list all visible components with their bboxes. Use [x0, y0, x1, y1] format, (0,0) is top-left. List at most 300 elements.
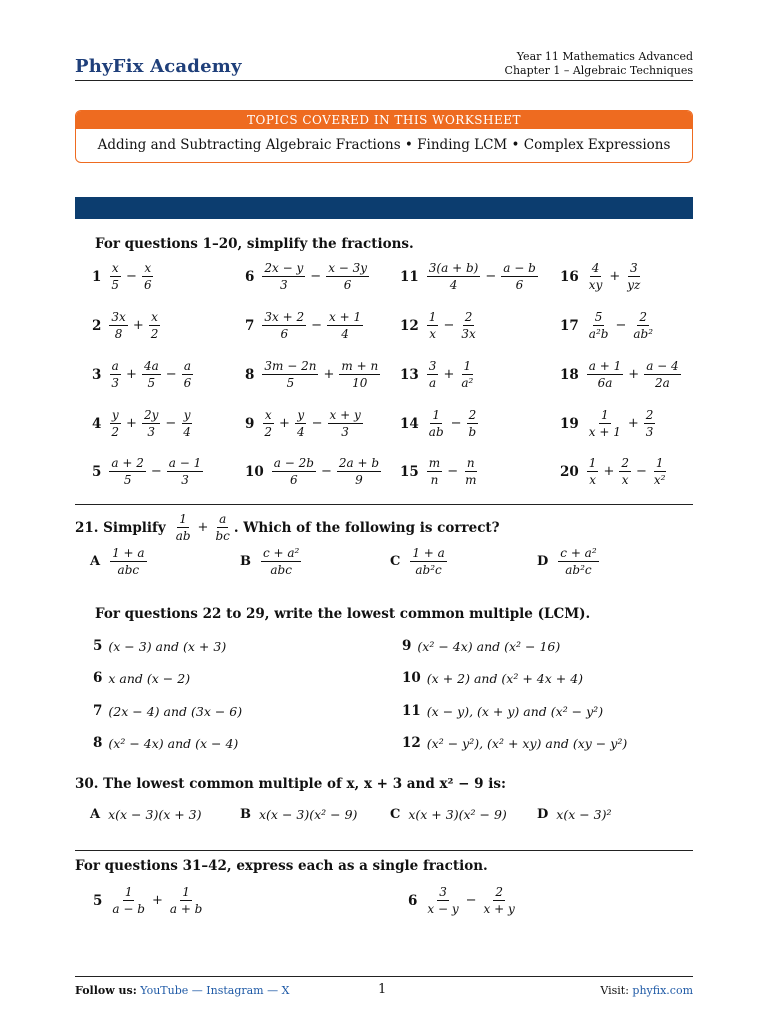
question-number: 11 [400, 268, 419, 285]
numerator: x [151, 310, 158, 324]
fraction [328, 408, 363, 439]
denominator: x + 1 [588, 425, 621, 439]
denominator: x [429, 327, 436, 341]
numerator: a − 1 [168, 456, 202, 470]
numerator: x [144, 261, 152, 275]
denominator: abc [117, 563, 140, 577]
fraction [272, 456, 316, 487]
question-number: 12 [400, 317, 419, 334]
numerator: x + 1 [329, 310, 362, 324]
denominator: 4 [296, 425, 305, 439]
fraction [262, 408, 274, 439]
question [560, 310, 657, 341]
numerator: 4 [591, 261, 600, 275]
option-label: C [390, 807, 401, 822]
denominator: a² [461, 376, 474, 390]
fraction [174, 512, 193, 543]
fraction [587, 359, 623, 390]
numerator: 1 [179, 512, 187, 526]
denominator: 6a [597, 376, 613, 390]
footer-visit [600, 984, 693, 997]
denominator: b [468, 425, 477, 439]
fraction [262, 359, 318, 390]
numerator: a + 2 [111, 456, 144, 470]
fraction [327, 310, 363, 341]
operator: − [165, 416, 177, 431]
numerator: a − 2b [273, 456, 314, 470]
denominator: 3 [341, 425, 349, 439]
numerator: 2 [464, 310, 473, 324]
question [245, 310, 365, 341]
numerator: 1 + a [412, 546, 445, 560]
denominator: 4 [183, 425, 191, 439]
option-expression: x(x + 3)(x² − 9) [408, 807, 507, 822]
question-number: 5 [92, 463, 102, 480]
question-number: 18 [560, 366, 579, 383]
option-label: D [537, 554, 549, 569]
numerator: x [264, 408, 272, 422]
numerator: 1 [428, 310, 437, 324]
fraction [427, 456, 442, 487]
question-number: 10 [402, 670, 421, 686]
numerator: 2 [495, 885, 503, 899]
numerator: 2y [143, 408, 159, 422]
option-label: D [537, 807, 549, 822]
operator: − [615, 318, 627, 333]
numerator: 4a [143, 359, 159, 373]
option-expression: x(x − 3)(x + 3) [108, 807, 202, 822]
question [245, 408, 365, 439]
lcm-expression: (2x − 4) and (3x − 6) [108, 703, 243, 719]
lcm-expression: (x² − 4x) and (x − 4) [108, 735, 239, 751]
question [400, 310, 480, 341]
q21-option [90, 546, 149, 577]
numerator: m [428, 456, 441, 470]
fraction [110, 546, 146, 577]
operator: − [485, 269, 497, 284]
denominator: 5 [123, 473, 132, 487]
fraction [326, 261, 369, 292]
question-number: 9 [245, 415, 255, 432]
question-number: 1 [92, 268, 102, 285]
denominator: 5 [111, 278, 120, 292]
fraction [587, 261, 605, 292]
question-number: 9 [402, 638, 412, 654]
header-rule [75, 80, 693, 81]
numerator: 2a + b [338, 456, 380, 470]
numerator: a [219, 512, 227, 526]
q21-prefix: 21. Simplify [75, 519, 166, 536]
divider-1 [75, 504, 693, 505]
question [92, 359, 195, 390]
numerator: 1 [182, 885, 190, 899]
denominator: bc [215, 529, 230, 543]
numerator: a [111, 359, 119, 373]
lcm-item [93, 735, 238, 751]
numerator: a [183, 359, 192, 373]
question-number: 8 [93, 735, 103, 751]
follow-label: Follow us: [75, 984, 137, 997]
numerator: 1 [124, 885, 133, 899]
fraction [109, 359, 121, 390]
question-number: 8 [245, 366, 255, 383]
fraction [587, 408, 623, 439]
fraction [142, 359, 161, 390]
question-number: 7 [93, 703, 103, 719]
q30-question: 30. The lowest common multiple of x, x + 3 and x² − 9 is: [75, 776, 506, 792]
denominator: 6 [143, 278, 152, 292]
question-number: 3 [92, 366, 102, 383]
denominator: ab²c [415, 563, 442, 577]
denominator: 2a [655, 376, 670, 390]
denominator: 4 [341, 327, 349, 341]
fraction [652, 456, 668, 487]
question-number: 13 [400, 366, 419, 383]
numerator: a − 4 [646, 359, 679, 373]
operator: − [165, 367, 177, 382]
operator: + [609, 269, 621, 284]
footer-rule [75, 976, 693, 977]
denominator: x + y [483, 902, 515, 916]
denominator: a²b [588, 327, 609, 341]
fraction [644, 359, 680, 390]
section3-instruction: For questions 31–42, express each as a single fraction. [75, 858, 488, 874]
q21-suffix: . Which of the following is correct? [233, 519, 500, 536]
denominator: 6 [280, 327, 289, 341]
fraction [109, 456, 145, 487]
question [560, 408, 657, 439]
operator: + [126, 416, 137, 431]
topics-title: TOPICS COVERED IN THIS WORKSHEET [76, 111, 692, 129]
question [245, 359, 382, 390]
fraction [427, 310, 439, 341]
site-link[interactable]: phyfix.com [632, 984, 693, 997]
lcm-item [402, 670, 583, 686]
operator: + [132, 318, 144, 333]
numerator: n [466, 456, 475, 470]
fraction [427, 261, 481, 292]
numerator: 3x + 2 [264, 310, 305, 324]
question [408, 885, 519, 916]
q21-expression [172, 512, 234, 543]
denominator: 3 [181, 473, 189, 487]
denominator: abc [270, 563, 292, 577]
denominator: a [429, 376, 437, 390]
question [560, 261, 644, 292]
numerator: y [297, 408, 305, 422]
operator: − [447, 464, 459, 479]
denominator: 5 [147, 376, 156, 390]
section-bar [75, 197, 693, 219]
question [400, 456, 480, 487]
question-number: 5 [93, 638, 103, 654]
denominator: 3 [147, 425, 155, 439]
numerator: 3 [428, 359, 437, 373]
option-label: B [240, 554, 251, 569]
fraction [337, 456, 381, 487]
denominator: 6 [290, 473, 298, 487]
denominator: ab [428, 425, 444, 439]
numerator: 1 [601, 408, 609, 422]
question [92, 310, 162, 341]
operator: + [197, 520, 209, 535]
lcm-expression: (x − 3) and (x + 3) [108, 638, 227, 654]
topics-text: Adding and Subtracting Algebraic Fractions • Finding LCM • Complex Expressions [97, 137, 671, 153]
fraction [142, 408, 160, 439]
operator: + [627, 416, 639, 431]
numerator: x [111, 261, 119, 275]
fraction [109, 408, 121, 439]
operator: − [310, 269, 322, 284]
denominator: 9 [355, 473, 363, 487]
operator: + [603, 464, 615, 479]
operator: − [320, 464, 332, 479]
numerator: 1 [588, 456, 597, 470]
numerator: m + n [341, 359, 379, 373]
question-number: 19 [560, 415, 579, 432]
fraction [631, 310, 655, 341]
q30-option [240, 807, 357, 822]
denominator: ab² [633, 327, 654, 341]
fraction [501, 261, 538, 292]
question [400, 261, 540, 292]
option-label: A [90, 554, 101, 569]
question-number: 6 [93, 670, 103, 686]
fraction [109, 261, 121, 292]
lcm-expression: (x + 2) and (x² + 4x + 4) [426, 670, 584, 686]
denominator: 6 [515, 278, 524, 292]
numerator: c + a² [263, 546, 300, 560]
option-expression: x(x − 3)(x² − 9) [259, 807, 358, 822]
fraction [262, 310, 306, 341]
denominator: 3 [280, 278, 288, 292]
numerator: 2 [468, 408, 477, 422]
lcm-expression: (x − y), (x + y) and (x² − y²) [426, 703, 604, 719]
question [92, 456, 205, 487]
fraction [149, 310, 161, 341]
operator: − [311, 318, 323, 333]
question-number: 17 [560, 317, 579, 334]
denominator: 2 [264, 425, 273, 439]
operator: + [443, 367, 455, 382]
question-number: 12 [402, 735, 421, 751]
fraction [410, 546, 446, 577]
fraction [558, 546, 598, 577]
fraction [425, 885, 460, 916]
fraction [459, 310, 477, 341]
fraction [587, 310, 611, 341]
numerator: 1 + a [112, 546, 145, 560]
fraction [262, 261, 305, 292]
fraction [625, 261, 642, 292]
lcm-expression: (x² − 4x) and (x² − 16) [417, 638, 561, 654]
question-number: 11 [402, 703, 421, 719]
numerator: 3x [111, 310, 126, 324]
question-number: 15 [400, 463, 419, 480]
numerator: 1 [463, 359, 472, 373]
fraction [459, 359, 475, 390]
question-number: 2 [92, 317, 102, 334]
question-number: 4 [92, 415, 102, 432]
lcm-item [402, 735, 627, 751]
operator: − [635, 464, 647, 479]
denominator: 6 [183, 376, 192, 390]
visit-label: Visit: [600, 984, 629, 997]
fraction [463, 456, 478, 487]
question [92, 261, 156, 292]
option-label: B [240, 807, 251, 822]
brand-title: PhyFix Academy [75, 56, 242, 77]
denominator: x² [653, 473, 666, 487]
question-number: 20 [560, 463, 579, 480]
operator: + [279, 416, 290, 431]
denominator: a − b [112, 902, 145, 916]
operator: − [450, 416, 462, 431]
numerator: a − b [503, 261, 536, 275]
operator: + [151, 893, 163, 908]
divider-2 [75, 850, 693, 851]
fraction [168, 885, 205, 916]
numerator: 2 [639, 310, 647, 324]
topics-box [75, 110, 693, 163]
lcm-item [93, 638, 226, 654]
numerator: 3 [439, 885, 447, 899]
fraction [427, 359, 439, 390]
denominator: n [430, 473, 439, 487]
denominator: 8 [114, 327, 123, 341]
q30-option [390, 807, 507, 822]
q21-option [240, 546, 303, 577]
denominator: 2 [150, 327, 159, 341]
lcm-item [93, 703, 242, 719]
numerator: 2 [645, 408, 654, 422]
question-number: 10 [245, 463, 264, 480]
denominator: yz [627, 278, 641, 292]
fraction [109, 310, 127, 341]
denominator: 6 [343, 278, 352, 292]
header-meta [505, 50, 693, 78]
section2-instruction: For questions 22 to 29, write the lowest common multiple (LCM). [95, 606, 591, 622]
lcm-expression: x and (x − 2) [108, 670, 191, 686]
fraction [339, 359, 380, 390]
operator: − [465, 893, 477, 908]
fraction [467, 408, 479, 439]
question-number: 16 [560, 268, 579, 285]
question [245, 456, 383, 487]
fraction [644, 408, 656, 439]
numerator: 1 [432, 408, 441, 422]
numerator: 5 [594, 310, 603, 324]
footer-follow [75, 984, 289, 997]
numerator: a + 1 [588, 359, 622, 373]
operator: + [323, 367, 335, 382]
fraction [142, 261, 154, 292]
question [560, 359, 683, 390]
denominator: a + b [169, 902, 203, 916]
fraction [110, 885, 147, 916]
operator: − [443, 318, 455, 333]
question-number: 14 [400, 415, 419, 432]
numerator: y [183, 408, 191, 422]
operator: − [126, 269, 137, 284]
fraction [619, 456, 631, 487]
fraction [295, 408, 307, 439]
q21-option [537, 546, 601, 577]
fraction [427, 408, 446, 439]
numerator: x + y [329, 408, 361, 422]
denominator: 3x [461, 327, 476, 341]
operator: + [126, 367, 137, 382]
numerator: 3 [629, 261, 638, 275]
numerator: 1 [655, 456, 664, 470]
fraction [182, 359, 194, 390]
numerator: 2x − y [264, 261, 304, 275]
fraction [181, 408, 193, 439]
denominator: m [465, 473, 477, 487]
fraction [261, 546, 301, 577]
denominator: 4 [449, 278, 458, 292]
course-name: Year 11 Mathematics Advanced [516, 50, 693, 63]
option-expression: x(x − 3)² [556, 807, 612, 822]
social-links[interactable]: YouTube — Instagram — X [140, 984, 290, 997]
chapter-name: Chapter 1 – Algebraic Techniques [504, 64, 693, 77]
numerator: c + a² [560, 546, 597, 560]
question-number: 6 [408, 892, 418, 909]
denominator: x [621, 473, 629, 487]
fraction [482, 885, 517, 916]
q21-option [390, 546, 449, 577]
numerator: 2 [621, 456, 629, 470]
denominator: xy [588, 278, 603, 292]
denominator: ab [175, 529, 191, 543]
denominator: ab²c [565, 563, 592, 577]
denominator: 2 [111, 425, 120, 439]
denominator: 3 [111, 376, 120, 390]
operator: − [150, 464, 162, 479]
operator: + [628, 367, 640, 382]
denominator: 5 [286, 376, 295, 390]
denominator: 3 [645, 425, 654, 439]
q30-option [90, 807, 202, 822]
q21-question [75, 512, 500, 543]
fraction [587, 456, 599, 487]
fraction [213, 512, 231, 543]
numerator: y [111, 408, 119, 422]
numerator: 3m − 2n [264, 359, 317, 373]
fraction [167, 456, 203, 487]
lcm-item [402, 703, 603, 719]
question [92, 408, 195, 439]
question [93, 885, 206, 916]
question [400, 408, 480, 439]
section1-instruction: For questions 1–20, simplify the fractions. [95, 236, 414, 252]
numerator: 3(a + b) [428, 261, 479, 275]
option-label: A [90, 807, 101, 822]
question [400, 359, 477, 390]
q30-option [537, 807, 612, 822]
question-number: 5 [93, 892, 103, 909]
question-number: 6 [245, 268, 255, 285]
lcm-item [402, 638, 560, 654]
operator: − [311, 416, 323, 431]
numerator: x − 3y [328, 261, 368, 275]
denominator: x [589, 473, 596, 487]
denominator: 10 [352, 376, 368, 390]
question-number: 7 [245, 317, 255, 334]
lcm-item [93, 670, 190, 686]
question [560, 456, 669, 487]
question [245, 261, 371, 292]
